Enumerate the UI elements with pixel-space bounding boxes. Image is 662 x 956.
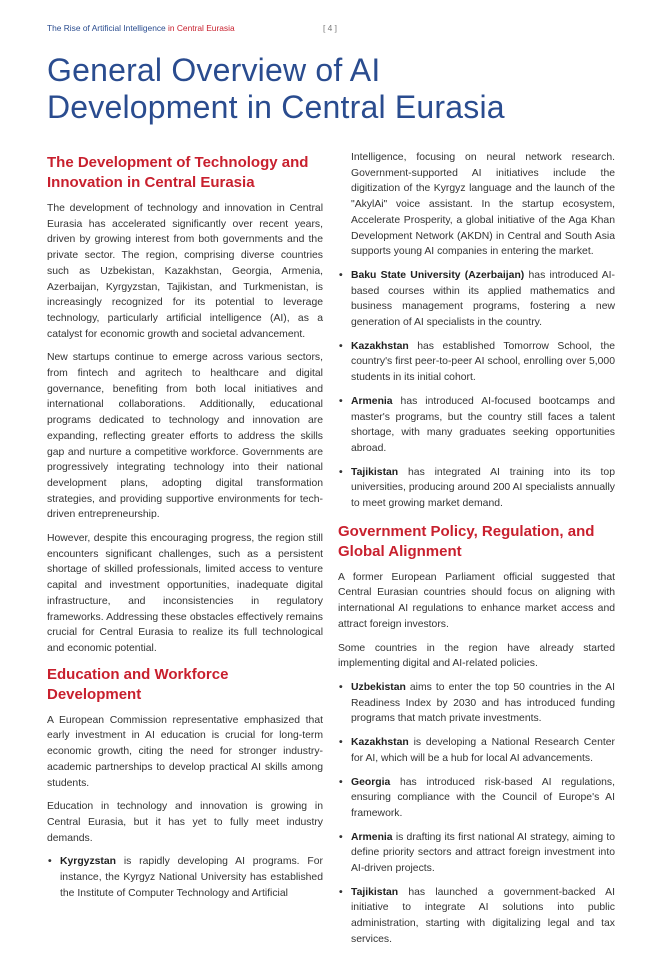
bullet-country: Tajikistan [351, 886, 399, 898]
bullet-icon: • [339, 831, 343, 843]
page-title-line-2: Development in Central Eurasia [47, 89, 505, 125]
page-title [47, 52, 607, 126]
list-item [338, 775, 615, 822]
bullet-text: is developing a National Research Center for AI, which will be a hub for local AI advancements. [351, 737, 615, 764]
bullet-country: Kazakhstan [351, 737, 409, 749]
running-title-highlight: in Central Eurasia [168, 23, 235, 33]
running-header [47, 23, 235, 33]
bullet-country: Baku State University (Azerbaijan) [351, 269, 525, 281]
education-bullet-list [338, 268, 615, 512]
list-item [338, 735, 615, 766]
bullet-icon: • [339, 340, 343, 352]
list-item [338, 268, 615, 331]
bullet-text: has introduced risk-based AI regulations, ensuring compliance with the Council of Europe's AI framework. [351, 776, 615, 819]
bullet-text: aims to enter the top 50 countries in the AI Readiness Index by 2030 and has introduced funding programs that match private investments. [351, 681, 615, 725]
tech-paragraph-3: However, despite this encouraging progress, the region still encounters significant challenges, such as a persistent shortage of skilled professionals, limited access to venture capital and investment opportunities, inadequate digital infrastructure, and inconsistencies in regulatory frameworks. Addressing these obstacles effectively remains crucial for Central Eurasia to realize its full technological and economic potential. [47, 533, 323, 654]
bullet-text: is drafting its first national AI strategy, aiming to define priority sectors and attract foreign investment into AI-driven projects. [351, 831, 615, 875]
section-heading-education: Education and Workforce Development [47, 665, 229, 703]
running-title-main: The Rise of Artificial Intelligence [47, 23, 166, 33]
bullet-country: Armenia [351, 395, 393, 407]
bullet-country: Uzbekistan [351, 681, 406, 693]
bullet-country: Kazakhstan [351, 340, 409, 352]
list-item [338, 680, 615, 727]
section-heading-policy: Government Policy, Regulation, and Global Alignment [338, 522, 595, 560]
page-number: [ 4 ] [323, 23, 337, 33]
bullet-text: has integrated AI training into its top universities, producing around 200 AI specialists annually to meet growing market demand. [351, 466, 615, 510]
list-item [338, 830, 615, 877]
page-title-line-1: General Overview of AI [47, 52, 381, 88]
bullet-icon: • [48, 856, 52, 868]
bullet-country: Armenia [351, 831, 393, 843]
bullet-icon: • [339, 681, 343, 693]
right-column [338, 150, 615, 956]
education-paragraph-2: Education in technology and innovation is growing in Central Eurasia, but it has yet to fully meet industry demands. [47, 801, 323, 844]
education-paragraph-1: A European Commission representative emphasized that early investment in AI education is crucial for long-term economic growth, citing the need for stronger industry-academic partnerships to develop practical AI skills among students. [47, 714, 323, 789]
bullet-country: Kyrgyzstan [60, 856, 117, 868]
bullet-icon: • [339, 269, 343, 281]
kyrgyzstan-continuation: Intelligence, focusing on neural network research. Government-supported AI initiatives include the digitization of the Kyrgyz language and the launch of the "AkylAi" voice assistant. In the startup ecosystem, Accelerate Prosperity, a global initiative of the Aga Khan Development Network (AKDN) in Central and South Asia supports young AI companies in entering the market. [351, 152, 615, 258]
policy-bullet-list [338, 680, 615, 948]
policy-paragraph-1: A former European Parliament official suggested that Central Eurasian countries should focus on aligning with international AI regulations to enhance market access and attract foreign investors. [338, 571, 615, 630]
bullet-icon: • [339, 737, 343, 749]
tech-paragraph-1: The development of technology and innovation in Central Eurasia has accelerated significantly over recent years, driven by growing interest from both governments and the private sector. The region, comprising diverse countries such as Uzbekistan, Kazakhstan, Georgia, Armenia, Azerbaijan, Kyrgyzstan, Tajikistan, and Turkmenistan, is increasingly recognized for its potential to leverage technology, particularly artificial intelligence (AI), as a catalyst for economic growth and societal advancement. [47, 203, 323, 340]
bullet-text: is rapidly developing AI programs. For instance, the Kyrgyz National University has established the Institute of Computer Technology and Artificial [60, 856, 323, 899]
list-item [338, 465, 615, 512]
bullet-icon: • [339, 776, 343, 788]
left-column [47, 150, 323, 909]
bullet-icon: • [339, 395, 343, 407]
section-heading-tech: The Development of Technology and Innovation in Central Eurasia [47, 154, 309, 191]
bullet-text: has established Tomorrow School, the country's first peer-to-peer AI school, enrolling over 5,000 students in its initial cohort. [351, 340, 615, 384]
bullet-text: has launched a government-backed AI initiative to integrate AI solutions into public administration, starting with digitalizing legal and tax services. [351, 886, 615, 945]
list-item [338, 394, 615, 457]
bullet-text: has introduced AI-based courses within its applied mathematics and business management programs, fostering a new generation of AI specialists in the country. [351, 269, 615, 329]
tech-paragraph-2: New startups continue to emerge across various sectors, from fintech and agritech to healthcare and digital governance, benefiting from both local initiatives and international collaborations. Additionally, educational programs dedicated to technology and innovation are expanding, reflecting greater efforts to address the skills gap and nurture a competitive workforce. Governments are progressively integrating technology into their national development plans, adopting digital transformation strategies, and providing supportive environments for tech-driven entrepreneurship. [47, 352, 323, 521]
policy-paragraph-2: Some countries in the region have already started implementing digital and AI-related policies. [338, 642, 615, 670]
bullet-icon: • [339, 466, 343, 478]
bullet-text: has introduced AI-focused bootcamps and master's programs, but the country still faces a talent shortage, with many graduates seeking opportunities abroad. [351, 395, 615, 454]
list-item [47, 854, 323, 901]
bullet-country: Tajikistan [351, 466, 399, 478]
bullet-icon: • [339, 886, 343, 898]
list-item [338, 339, 615, 386]
bullet-country: Georgia [351, 776, 391, 788]
list-item [338, 885, 615, 948]
education-bullet-list-start [47, 854, 323, 901]
